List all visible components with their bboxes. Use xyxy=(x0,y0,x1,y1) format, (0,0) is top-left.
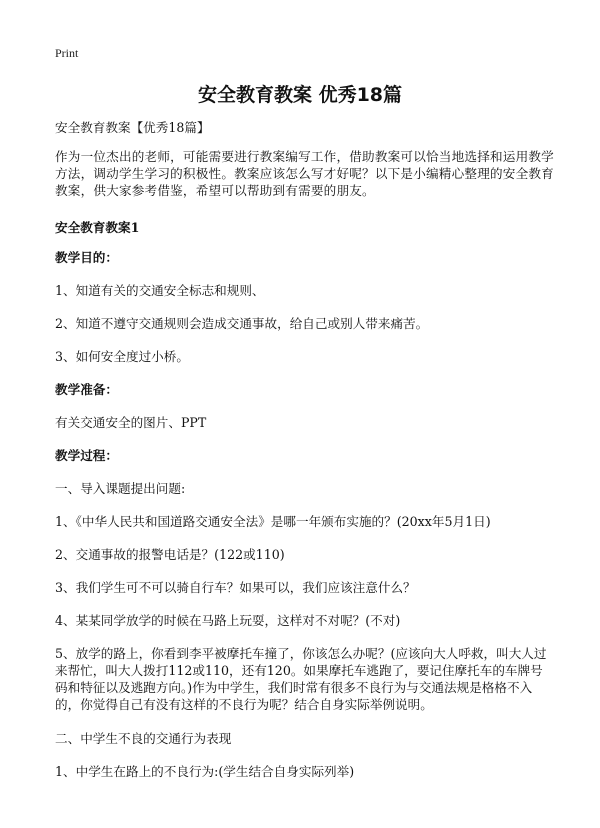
question-item: 4、某某同学放学的时候在马路上玩耍，这样对不对呢？(不对) xyxy=(55,613,401,628)
document-body xyxy=(55,119,555,796)
section-title: 安全教育教案1 xyxy=(55,220,140,235)
process-part2-title: 二、中学生不良的交通行为表现 xyxy=(55,731,232,746)
intro-paragraph: 作为一位杰出的老师，可能需要进行教案编写工作，借助教案可以恰当地选择和运用教学方法，调动学生学习的积极性。教案应该怎么写才好呢？以下是小编精心整理的安全教育教案，供大家参考借鉴，希望可以帮助到有需要的朋友。 xyxy=(55,149,554,198)
objective-item: 3、如何安全度过小桥。 xyxy=(55,349,189,364)
process-part1-title: 一、导入课题提出问题: xyxy=(55,481,186,496)
question-item: 1、《中华人民共和国道路交通安全法》是哪一年颁布实施的？(20xx年5月1日) xyxy=(55,514,491,529)
objective-item: 1、知道有关的交通安全标志和规则、 xyxy=(55,283,265,298)
question-item: 5、放学的路上，你看到李平被摩托车撞了，你该怎么办呢？(应该向大人呼救，叫大人过来帮忙，叫大人拨打112或110，还有120。如果摩托车逃跑了，要记住摩托车的车牌号码和特征以及逃跑方向。)作为中学生，我们时常有很多不良行为与交通法规是格格不入的，你觉得自己有没有这样的不良行为呢？结合自身实际举例说明。 xyxy=(55,646,547,712)
question-item: 3、我们学生可不可以骑自行车？如果可以，我们应该注意什么？ xyxy=(55,580,416,595)
print-link[interactable]: Print xyxy=(55,46,79,60)
preparation-heading: 教学准备： xyxy=(55,382,118,397)
question-item: 2、交通事故的报警电话是？(122或110) xyxy=(55,547,285,562)
objectives-heading: 教学目的： xyxy=(55,250,118,265)
page-title: 安全教育教案 优秀18篇 xyxy=(197,84,403,106)
objective-item: 2、知道不遵守交通规则会造成交通事故，给自己或别人带来痛苦。 xyxy=(55,316,429,331)
process-part2-item: 1、中学生在路上的不良行为:(学生结合自身实际列举) xyxy=(55,764,355,779)
document-subtitle: 安全教育教案【优秀18篇】 xyxy=(55,120,210,135)
process-heading: 教学过程： xyxy=(55,448,118,463)
preparation-text: 有关交通安全的图片、PPT xyxy=(55,415,207,430)
